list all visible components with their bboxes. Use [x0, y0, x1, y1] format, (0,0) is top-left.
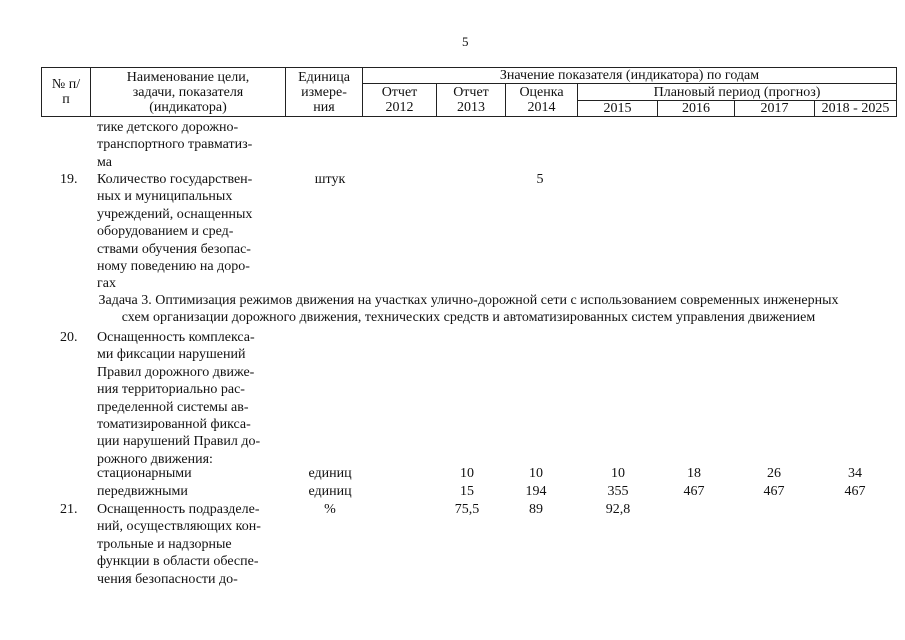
row-20-mobile-unit: единиц	[308, 484, 352, 499]
row-19-unit: штук	[314, 172, 346, 187]
row-20-mobile-2014: 194	[525, 484, 547, 499]
continuation-text: тике детского дорожно- транспортного травматиз- ма	[97, 120, 253, 170]
row-19-number: 19.	[60, 172, 78, 187]
row-20-mobile-2015: 355	[607, 484, 629, 499]
col-2016-header: 2016	[658, 101, 735, 117]
row-20-number: 20.	[60, 330, 78, 345]
col-unit-header: Единица измере- ния	[286, 68, 363, 117]
row-20-stationary-2014: 10	[529, 466, 543, 481]
row-20-stationary-2018-2025: 34	[848, 466, 862, 481]
col-2014-header: Оценка 2014	[506, 84, 578, 117]
row-20-stationary-label: стационарными	[97, 466, 192, 481]
col-2015-header: 2015	[578, 101, 658, 117]
row-19-name: Количество государствен- ных и муниципальных учреждений, оснащенных оборудованием и сред- ствами обучения безопас- ному поведению на доро- гах	[97, 172, 253, 292]
col-2017-header: 2017	[735, 101, 815, 117]
col-2018-2025-header: 2018 - 2025	[815, 101, 897, 117]
row-21-number: 21.	[60, 502, 78, 517]
row-20-mobile-label: передвижными	[97, 484, 188, 499]
row-20-mobile-2018-2025: 467	[844, 484, 866, 499]
row-20-mobile-2016: 467	[683, 484, 705, 499]
col-name-header: Наименование цели, задачи, показателя (индикатора)	[91, 68, 286, 117]
page-number: 5	[462, 34, 469, 49]
row-20-stationary-2013: 10	[460, 466, 474, 481]
indicator-table-header	[41, 67, 897, 117]
row-21-2014: 92,8	[605, 502, 631, 517]
col-2013-header: Отчет 2013	[437, 84, 506, 117]
col-number-header: № п/п	[42, 68, 91, 117]
row-20-stationary-2016: 18	[687, 466, 701, 481]
row-20-mobile-2017: 467	[763, 484, 785, 499]
col-2012-header: Отчет 2012	[363, 84, 437, 117]
row-20-mobile-2013: 15	[460, 484, 474, 499]
task-3-heading: Задача 3. Оптимизация режимов движения на участках улично-дорожной сети с использованием современных инженерных схем организации дорожного движения, технических средств и автоматизированных систем управления движением	[98, 293, 839, 326]
row-21-2013: 89	[529, 502, 543, 517]
row-20-stationary-2015: 10	[611, 466, 625, 481]
row-21-name: Оснащенность подразделе- ний, осуществляющих кон- трольные и надзорные функции в области обеспе- чения безопасности до-	[97, 502, 261, 587]
row-21-2012: 75,5	[454, 502, 480, 517]
row-19-value-2014: 5	[536, 172, 544, 187]
row-21-unit: %	[324, 502, 336, 517]
col-values-header: Значение показателя (индикатора) по годам	[363, 68, 897, 84]
row-20-name: Оснащенность комплекса- ми фиксации нарушений Правил дорожного движе- ния территориально рас- пределенной системы ав- томатизированной фикса- ции нарушений Правил до- рожного движения:	[97, 330, 261, 467]
plan-period-header: Плановый период (прогноз)	[578, 84, 897, 101]
row-20-stationary-2017: 26	[767, 466, 781, 481]
row-20-stationary-unit: единиц	[308, 466, 352, 481]
